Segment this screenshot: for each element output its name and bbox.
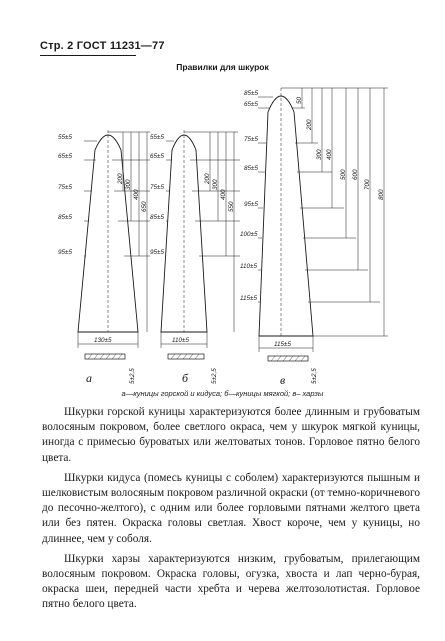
paragraph-2: Шкурки кидуса (помесь куницы с соболем) характеризуются пышным и шелковистым волосяным покровом различной окраски (от темно-коричневого до песочно-желтого), с одним или более горловыми пятнами желтого цвета или без пятен. Окраска головы светлая. Хвост короче, чем у куницы, но длиннее, чем у соболя. [42, 471, 420, 545]
profile-a [85, 354, 125, 359]
c-side-label-5: 110±5 [240, 263, 257, 270]
a-vertical-label-2: 300 [125, 179, 132, 190]
c-side-label-1: 75±5 [244, 136, 258, 143]
c-vertical-label-4: 500 [340, 169, 347, 180]
c-vertical-label-2: 300 [316, 149, 323, 160]
figure-caption: а—куницы горской и кидуса; б—куницы мягкой; в– харзы [121, 389, 324, 398]
a-vertical-label-3: 400 [133, 189, 140, 200]
b-vertical-label-3: 400 [220, 189, 227, 200]
a-side-label-3: 75±5 [58, 184, 72, 191]
c-side-label-4: 100±5 [240, 231, 258, 238]
b-side-label-1: 55±5 [150, 134, 164, 141]
b-thickness-label: 5±2,5 [211, 368, 218, 384]
body-text [42, 405, 420, 618]
paragraph-1: Шкурки горской куницы характеризуются более длинным и грубоватым волосяным покровом, более светлого окраса, чем у шкурок мягкой куницы, иногда с примесью буроватых или желтоватых тонов. Горловое пятно белого цвета. [42, 406, 420, 464]
c-thickness-label: 5±2,5 [311, 368, 318, 384]
c-top-vertical-label: 50 [296, 96, 303, 104]
c-top-label-1: 85±5 [244, 90, 258, 97]
b-side-label-4: 85±5 [150, 214, 164, 221]
a-panel-letter: а [86, 371, 92, 385]
b-vertical-label-2: 300 [212, 179, 219, 190]
a-side-label-2: 65±5 [58, 153, 72, 160]
a-side-label-1: 55±5 [58, 134, 72, 141]
a-side-label-4: 85±5 [58, 214, 72, 221]
b-side-label-5: 95±5 [150, 249, 164, 256]
a-side-label-5: 95±5 [58, 249, 72, 256]
c-side-label-6: 115±5 [240, 295, 257, 302]
b-vertical-label-4: 550 [228, 201, 235, 212]
a-vertical-label-1: 200 [117, 173, 124, 184]
b-side-label-2: 65±5 [150, 153, 164, 160]
a-width-label: 130±5 [94, 337, 112, 344]
b-panel-letter: б [182, 371, 189, 385]
c-panel-letter: в [280, 373, 286, 387]
c-vertical-label-3: 400 [326, 149, 333, 160]
stretcher-a-outline [78, 130, 138, 332]
c-vertical-label-5: 600 [352, 169, 359, 180]
c-top-label-2: 65±5 [244, 101, 258, 108]
paragraph-3: Шкурки харзы характеризуются низким, грубоватым, прилегающим волосяным покровом. Окраска головы, огузка, хвоста и лап черно-бурая, окраска шеи, передней части хребта и черева желтозолотистая. Горловое пятно белого цвета. [42, 552, 420, 611]
profile-c [268, 356, 308, 361]
c-vertical-label-7: 800 [378, 189, 385, 200]
a-thickness-label: 5±2,5 [129, 368, 136, 384]
c-width-label: 115±5 [274, 341, 291, 348]
b-width-label: 110±5 [172, 337, 189, 344]
c-vertical-label-6: 700 [364, 179, 371, 190]
stretcher-c-outline [259, 88, 313, 336]
c-side-label-2: 85±5 [244, 165, 258, 172]
figure-title: Правилки для шкурок [176, 62, 269, 72]
page-header: Стр. 2 ГОСТ 11231—77 [40, 40, 165, 52]
stretcher-b-outline [161, 130, 207, 332]
c-side-label-3: 95±5 [244, 201, 258, 208]
b-vertical-label-1: 200 [204, 173, 211, 184]
a-vertical-label-4: 650 [141, 201, 148, 212]
c-vertical-label-1: 200 [306, 119, 313, 130]
b-side-label-3: 75±5 [150, 184, 164, 191]
